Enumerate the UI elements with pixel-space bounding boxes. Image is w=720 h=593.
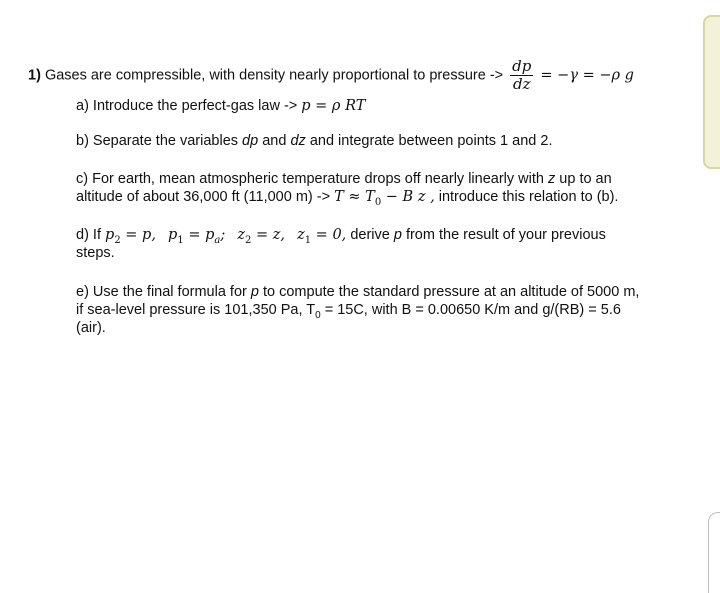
p2-symbol: p [105, 227, 115, 243]
part-b-mid: and [262, 133, 287, 149]
formula-t: T ≈ T [334, 189, 375, 205]
p1-condition [168, 227, 226, 246]
p1-symbol: p [168, 227, 178, 243]
gamma-equation: = −γ = −ρ g [540, 67, 634, 84]
z2-eq: = z, [251, 227, 285, 243]
z1-eq: = 0, [311, 227, 347, 243]
part-d-post-rest: from the result of your previous [405, 227, 606, 243]
z1-condition [297, 227, 347, 246]
part-b [76, 132, 552, 150]
part-d-line-2: steps. [76, 245, 115, 261]
p2-condition [105, 227, 156, 246]
part-e-line2-pre: if sea-level pressure is 101,350 Pa, T [76, 302, 316, 318]
part-b-pre: b) Separate the variables [76, 133, 239, 149]
part-d-post-pre: derive [350, 227, 390, 243]
part-c-pre: c) For earth, mean atmospheric temperature drops off nearly linearly with [76, 171, 544, 187]
part-d-line-1 [76, 226, 606, 250]
z2-symbol: z [237, 227, 245, 243]
formula-t-sub: 0 [374, 196, 382, 208]
part-a [76, 97, 365, 115]
part-c-post: up to an [559, 171, 612, 187]
part-b-post: and integrate between points 1 and 2. [309, 133, 553, 149]
var-p: p [393, 227, 402, 243]
formula-rest: − B z , [381, 189, 435, 205]
z2-sub: 2 [244, 234, 252, 246]
question-1 [28, 58, 634, 93]
fraction-numerator: dp [512, 57, 532, 75]
dp-dz-fraction [510, 58, 533, 93]
question-number: 1) [28, 67, 41, 84]
page-edge-corner [708, 512, 720, 593]
z1-symbol: z [297, 227, 305, 243]
part-e-line-3: (air). [76, 320, 106, 336]
part-c-line2-post: introduce this relation to (b). [438, 189, 619, 205]
part-e-line-2 [76, 301, 621, 325]
perfect-gas-law-formula: p = ρ RT [301, 98, 366, 114]
part-e-line2-sub: 0 [315, 309, 321, 321]
p2-eq: = p, [120, 227, 156, 243]
part-c-line-1 [76, 170, 612, 188]
part-c-line2-pre: altitude of about 36,000 ft (11,000 m) -> [76, 189, 331, 205]
p1-sub: 1 [177, 234, 184, 246]
z1-sub: 1 [304, 234, 312, 246]
pa-sub: a [214, 234, 221, 246]
var-dp: dp [242, 133, 259, 149]
part-d-pre: d) If [76, 227, 101, 243]
z2-condition [237, 227, 285, 246]
var-p-e: p [250, 284, 259, 300]
question-text: Gases are compressible, with density nearly proportional to pressure -> [44, 67, 504, 84]
p2-sub: 2 [114, 234, 121, 246]
fraction-denominator: dz [513, 75, 531, 93]
part-e-line2-post: = 15C, with B = 0.00650 K/m and g/(RB) = 5.6 [320, 302, 621, 318]
scroll-tab-right[interactable] [703, 15, 720, 169]
part-a-text: a) Introduce the perfect-gas law -> [76, 98, 298, 114]
p1-eq: = p [183, 227, 215, 243]
pa-end: ; [220, 227, 226, 243]
var-dz: dz [290, 133, 306, 149]
part-e-line-1 [76, 283, 639, 301]
part-c-line-2 [76, 188, 618, 212]
var-z: z [548, 171, 556, 187]
part-e-post: to compute the standard pressure at an altitude of 5000 m, [263, 284, 640, 300]
temperature-formula [334, 189, 435, 208]
part-e-pre: e) Use the final formula for [76, 284, 247, 300]
